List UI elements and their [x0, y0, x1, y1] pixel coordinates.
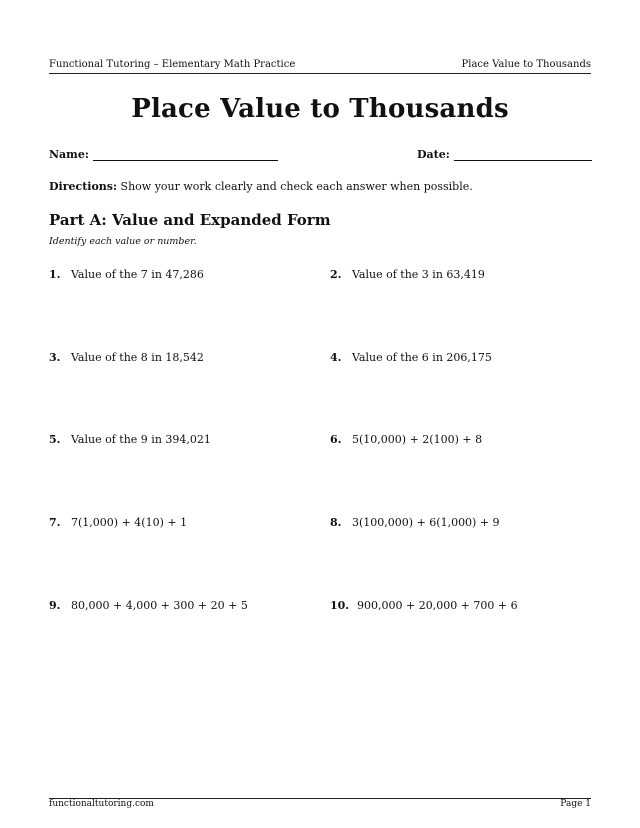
- problem-number: 10.: [330, 599, 350, 612]
- header-right: Place Value to Thousands: [461, 59, 591, 70]
- part-a-subheading: Identify each value or number.: [49, 236, 197, 247]
- page-title: Place Value to Thousands: [131, 94, 509, 124]
- problem-text: 5(10,000) + 2(100) + 8: [352, 433, 483, 446]
- problem-7: [49, 516, 187, 529]
- problem-text: 900,000 + 20,000 + 700 + 6: [357, 599, 518, 612]
- problem-9: [49, 599, 248, 612]
- problem-number: 7.: [49, 516, 61, 529]
- problem-2: [330, 268, 485, 281]
- problem-10: [330, 599, 518, 612]
- problem-4: [330, 351, 492, 364]
- problem-number: 6.: [330, 433, 342, 446]
- problem-8: [330, 516, 500, 529]
- name-field: [49, 148, 278, 161]
- name-blank-line[interactable]: [93, 148, 278, 161]
- problem-text: Value of the 7 in 47,286: [71, 268, 204, 281]
- directions: [49, 180, 473, 193]
- problem-number: 9.: [49, 599, 61, 612]
- problem-text: Value of the 6 in 206,175: [352, 351, 492, 364]
- problem-number: 2.: [330, 268, 342, 281]
- page-number: Page 1: [560, 799, 591, 809]
- date-label: Date:: [417, 148, 450, 161]
- header-rule: [49, 73, 591, 74]
- date-blank-line[interactable]: [454, 148, 592, 161]
- directions-label: Directions:: [49, 180, 118, 193]
- name-label: Name:: [49, 148, 89, 161]
- problem-number: 3.: [49, 351, 61, 364]
- problem-text: Value of the 8 in 18,542: [71, 351, 204, 364]
- problem-text: 80,000 + 4,000 + 300 + 20 + 5: [71, 599, 248, 612]
- header-left: Functional Tutoring – Elementary Math Practice: [49, 59, 296, 70]
- page-footer: [49, 799, 591, 809]
- running-header: [49, 59, 591, 70]
- problem-text: 7(1,000) + 4(10) + 1: [71, 516, 188, 529]
- problem-3: [49, 351, 204, 364]
- date-field: [417, 148, 592, 161]
- footer-left: functionaltutoring.com: [49, 799, 154, 809]
- problem-number: 4.: [330, 351, 342, 364]
- problem-number: 1.: [49, 268, 61, 281]
- problem-text: 3(100,000) + 6(1,000) + 9: [352, 516, 500, 529]
- problem-number: 5.: [49, 433, 61, 446]
- problem-text: Value of the 9 in 394,021: [71, 433, 211, 446]
- part-a-heading: Part A: Value and Expanded Form: [49, 211, 331, 229]
- problem-5: [49, 433, 211, 446]
- problem-1: [49, 268, 204, 281]
- problem-number: 8.: [330, 516, 342, 529]
- directions-text: Show your work clearly and check each answer when possible.: [117, 180, 473, 193]
- problem-text: Value of the 3 in 63,419: [352, 268, 485, 281]
- problem-6: [330, 433, 482, 446]
